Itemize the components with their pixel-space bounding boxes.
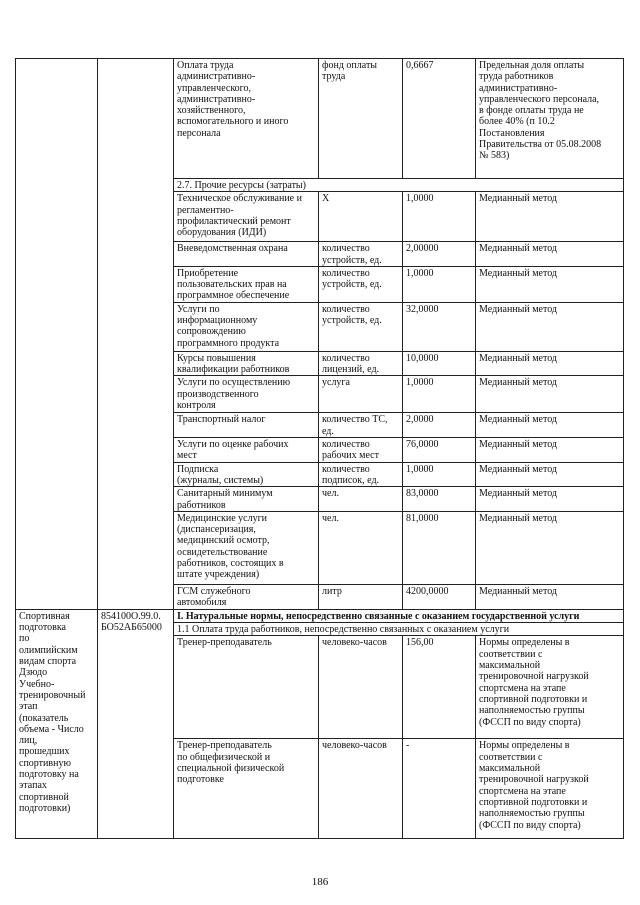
section-title: 2.7. Прочие ресурсы (затраты) (174, 179, 624, 192)
resource-unit: количество лицензий, ед. (319, 351, 403, 376)
staff-method: Нормы определены в соответствии с максимальной тренировочной нагрузкой спортсмена на этапе спортивной подготовки и наполняемостью группы (ФССП по виду спорта) (476, 636, 624, 739)
resource-method: Медианный метод (476, 302, 624, 351)
service-name: Спортивная подготовка по олимпийским видам спорта Дзюдо Учебно- тренировочный этап (показатель объема - Число лиц, прошедших спортивную подготовку на этапах спортивной подготовки) (16, 609, 98, 839)
resource-name: Курсы повышения квалификации работников (174, 351, 319, 376)
resource-value: 0,6667 (403, 59, 476, 179)
resource-name: ГСМ служебного автомобиля (174, 584, 319, 609)
resource-unit: Х (319, 192, 403, 242)
resource-name: Приобретение пользовательских прав на программное обеспечение (174, 266, 319, 302)
empty-service-cell (16, 59, 98, 610)
resource-value: 83,0000 (403, 487, 476, 512)
resource-unit: количество устройств, ед. (319, 266, 403, 302)
resource-value: 1,0000 (403, 462, 476, 487)
resource-name: Подписка (журналы, системы) (174, 462, 319, 487)
staff-method: Нормы определены в соответствии с максимальной тренировочной нагрузкой спортсмена на этапе спортивной подготовки и наполняемостью группы (ФССП по виду спорта) (476, 739, 624, 839)
resource-value: 10,0000 (403, 351, 476, 376)
resource-method: Медианный метод (476, 242, 624, 267)
resource-value: 76,0000 (403, 438, 476, 463)
service-subheading: 1.1 Оплата труда работников, непосредственно связанных с оказанием услуги (174, 623, 624, 636)
resource-unit: количество устройств, ед. (319, 302, 403, 351)
resource-method: Медианный метод (476, 438, 624, 463)
resource-unit: литр (319, 584, 403, 609)
staff-value: - (403, 739, 476, 839)
resource-method: Медианный метод (476, 511, 624, 584)
staff-name: Тренер-преподаватель по общефизической и специальной физической подготовке (174, 739, 319, 839)
resource-unit: фонд оплаты труда (319, 59, 403, 179)
resource-value: 32,0000 (403, 302, 476, 351)
resource-name: Услуги по осуществлению производственного контроля (174, 376, 319, 413)
resource-method: Медианный метод (476, 487, 624, 512)
resource-unit: количество устройств, ед. (319, 242, 403, 267)
table-row (16, 59, 624, 179)
empty-code-cell (98, 59, 174, 610)
staff-name: Тренер-преподаватель (174, 636, 319, 739)
staff-value: 156,00 (403, 636, 476, 739)
resource-unit: чел. (319, 511, 403, 584)
resource-value: 1,0000 (403, 266, 476, 302)
resource-name: Услуги по информационному сопровождению программного продукта (174, 302, 319, 351)
resource-method: Медианный метод (476, 462, 624, 487)
resource-method: Медианный метод (476, 413, 624, 438)
cost-norms-table (15, 58, 624, 839)
resource-name: Услуги по оценке рабочих мест (174, 438, 319, 463)
staff-unit: человеко-часов (319, 739, 403, 839)
resource-name: Транспортный налог (174, 413, 319, 438)
resource-unit: количество рабочих мест (319, 438, 403, 463)
resource-value: 2,0000 (403, 413, 476, 438)
resource-name: Оплата труда административно- управленческого, административно- хозяйственного, вспомогательного и иного персонала (174, 59, 319, 179)
resource-method: Медианный метод (476, 192, 624, 242)
service-heading-row (16, 609, 624, 622)
resource-unit: количество ТС, ед. (319, 413, 403, 438)
resource-value: 2,00000 (403, 242, 476, 267)
resource-unit: чел. (319, 487, 403, 512)
service-heading: I. Натуральные нормы, непосредственно связанные с оказанием государственной услуги (174, 609, 624, 622)
page-number: 186 (311, 876, 329, 888)
resource-method: Предельная доля оплаты труда работников административно- управленческого персонала, в фонде оплаты труда не более 40% (п 10.2 Постановления Правительства от 05.08.2008 № 583) (476, 59, 624, 179)
resource-name: Техническое обслуживание и регламентно- профилактический ремонт оборудования (ИДИ) (174, 192, 319, 242)
staff-unit: человеко-часов (319, 636, 403, 739)
service-code: 854100О.99.0. БО52АБ65000 (98, 609, 174, 839)
resource-method: Медианный метод (476, 266, 624, 302)
resource-name: Санитарный минимум работников (174, 487, 319, 512)
resource-method: Медианный метод (476, 584, 624, 609)
resource-value: 81,0000 (403, 511, 476, 584)
resource-name: Медицинские услуги (диспансеризация, медицинский осмотр, освидетельствование работников, состоящих в штате учреждения) (174, 511, 319, 584)
resource-unit: услуга (319, 376, 403, 413)
resource-unit: количество подписок, ед. (319, 462, 403, 487)
resource-method: Медианный метод (476, 376, 624, 413)
resource-value: 1,0000 (403, 192, 476, 242)
resource-method: Медианный метод (476, 351, 624, 376)
resource-name: Вневедомственная охрана (174, 242, 319, 267)
resource-value: 1,0000 (403, 376, 476, 413)
resource-value: 4200,0000 (403, 584, 476, 609)
